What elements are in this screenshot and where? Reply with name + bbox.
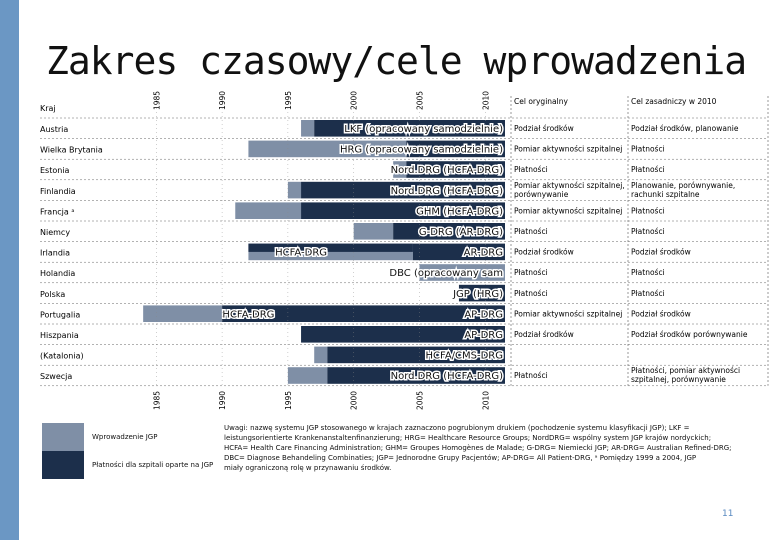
goal-2010-text: Płatności: [631, 268, 665, 278]
row-country-label: Francja ᵃ: [40, 207, 75, 217]
row-country-label: Hiszpania: [40, 331, 79, 340]
goal-2010-text: szpitalnej, porównywanie: [631, 375, 726, 385]
row-country-label: Estonia: [40, 166, 70, 176]
goal-original-text: Podział środków: [514, 124, 574, 133]
bar-intro: [235, 202, 301, 219]
bar-intro: [354, 223, 393, 240]
row-country-label: Portugalia: [40, 310, 81, 320]
goal-2010-text: Planowanie, porównywanie,: [631, 180, 736, 190]
legend-label-payment: Płatności dla szpitali oparte na JGP: [92, 461, 214, 469]
legend-swatch-payment: [42, 451, 84, 479]
goal-2010-text: Płatności, pomiar aktywności: [631, 366, 741, 376]
goal-original-text: Podział środków: [514, 247, 574, 257]
goal-2010-text: Płatności: [631, 165, 665, 175]
footnote-line: Uwagi: nazwę systemu JGP stosowanego w krajach zaznaczono pogrubionym drukiem (pochodzenie systemu klasyfikacji JGP); LKF =: [224, 424, 690, 432]
goal-2010-text: Podział środków porównywanie: [631, 330, 748, 339]
year-tick-label-top: 1995: [283, 90, 293, 110]
goal-2010-text: Płatności: [631, 227, 665, 236]
year-tick-label-bottom: 2005: [415, 390, 425, 410]
bar-label: JGP (HRG): [453, 288, 503, 300]
row-country-label: Wielka Brytania: [40, 145, 103, 155]
goal-2010-text: Podział środków: [631, 309, 691, 319]
goal-original-text: Pomiar aktywności szpitalnej,: [514, 180, 625, 190]
bar-label-left: HCFA-DRG: [222, 309, 275, 321]
goal-original-text: Płatności: [514, 268, 548, 278]
goal-original-text: Pomiar aktywności szpitalnej: [514, 309, 623, 319]
goal-original-text: Płatności: [514, 371, 548, 381]
goal-original-text: Pomiar aktywności szpitalnej: [514, 206, 623, 216]
year-tick-label-bottom: 2000: [349, 390, 359, 410]
legend-swatch-intro: [42, 423, 84, 451]
year-tick-label-bottom: 1995: [283, 390, 293, 410]
row-country-label: Austria: [40, 125, 69, 134]
bar-intro: [301, 120, 314, 137]
bar-label: Nord.DRG (HCFA-DRG): [390, 371, 503, 383]
bar-intro: [143, 305, 222, 322]
bar-intro: [288, 182, 301, 199]
goal-2010-text: Płatności: [631, 206, 665, 216]
goal-original-text: Pomiar aktywności szpitalnej: [514, 144, 623, 154]
year-tick-label-bottom: 2010: [481, 390, 491, 410]
header-goal-original: Cel oryginalny: [514, 97, 568, 106]
row-country-label: Irlandia: [40, 248, 71, 258]
row-country-label: (Katalonia): [40, 351, 84, 361]
goal-2010-text: rachunki szpitalne: [631, 189, 700, 199]
bar-label: Nord.DRG (HCFA-DRG): [390, 185, 503, 197]
goal-2010-text: Płatności: [631, 144, 665, 154]
goal-2010-text: Płatności: [631, 288, 665, 298]
row-country-label: Polska: [40, 289, 66, 299]
bar-label: HCFA/CMS-DRG: [425, 350, 503, 362]
footnote-line: DBC= Diagnose Behandeling Combinaties; JGP= Jednorodne Grupy Pacjentów; AP-DRG= All Patient-DRG, ᵃ Pomiędzy 1999 a 2004, JGP: [224, 454, 697, 462]
year-tick-label-bottom: 1985: [152, 390, 162, 410]
row-country-label: Finlandia: [40, 186, 76, 196]
bar-intro: [288, 367, 327, 384]
bar-label: AP-DRG: [464, 330, 503, 341]
bar-label: AR-DRG: [463, 247, 503, 259]
goal-original-text: Płatności: [514, 227, 548, 236]
page-number: 11: [722, 509, 734, 519]
header-country: Kraj: [40, 104, 56, 113]
goal-original-text: Podział środków: [514, 330, 574, 339]
bar-label: G-DRG (AR-DRG): [418, 227, 503, 238]
goal-2010-text: Podział środków: [631, 247, 691, 257]
row-country-label: Szwecja: [40, 372, 73, 382]
goal-2010-text: Podział środków, planowanie: [631, 124, 739, 133]
year-tick-label-top: 1990: [218, 90, 228, 110]
footnote-line: miały ograniczoną rolę w przynawaniu środków.: [224, 464, 392, 472]
legend-label-intro: Wprowadzenie JGP: [92, 433, 158, 441]
footnote-line: leistungsorientierte Krankenanstaltenfinanzierung; HRG= Healthcare Resource Groups; NordDRG= wspólny system JGP krajów nordyckich;: [224, 434, 712, 442]
bar-label: Nord.DRG (HCFA-DRG): [390, 165, 503, 177]
footnote-line: HCFA= Health Care Financing Administration; GHM= Groupes Homogènes de Malade; G-DRG= Niemiecki JGP; AR-DRG= Australian Refined-DRG;: [224, 444, 732, 452]
row-country-label: Niemcy: [40, 228, 71, 237]
year-tick-label-top: 2000: [349, 90, 359, 110]
page-title: Zakres czasowy/cele wprowadzenia: [46, 39, 747, 83]
goal-original-text: Płatności: [514, 165, 548, 175]
year-tick-label-top: 1985: [152, 90, 162, 110]
goal-original-text: Płatności: [514, 288, 548, 298]
bar-payment: [248, 244, 412, 252]
bar-label: DBC (opracowany sam: [389, 268, 503, 280]
row-country-label: Holandia: [40, 269, 76, 279]
bar-label-left: HCFA-DRG: [275, 247, 328, 259]
header-goal-2010: Cel zasadniczy w 2010: [631, 97, 717, 106]
bar-intro: [314, 347, 327, 364]
year-tick-label-top: 2010: [481, 90, 491, 110]
bar-label: GHM (HCFA-DRG): [416, 206, 503, 218]
bar-label: LKF (opracowany samodzielnie): [344, 124, 503, 135]
bar-label: HRG (opracowany samodzielnie): [339, 144, 503, 156]
footnote: [224, 423, 764, 473]
bar-label: AP-DRG: [464, 309, 503, 321]
goal-original-text: porównywanie: [514, 189, 569, 199]
year-tick-label-top: 2005: [415, 90, 425, 110]
year-tick-label-bottom: 1990: [218, 390, 228, 410]
